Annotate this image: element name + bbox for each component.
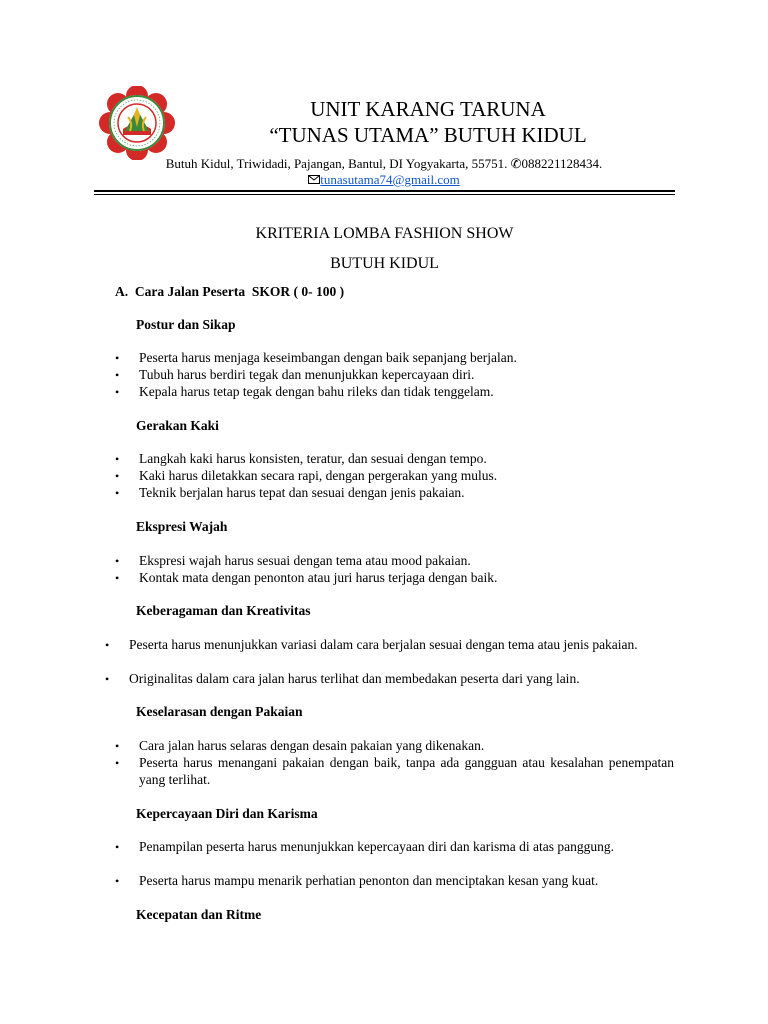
bullet-item: • Kontak mata dengan penonton atau juri harus terjaga dengan baik. xyxy=(115,570,498,585)
criteria-heading: Kecepatan dan Ritme xyxy=(136,907,262,922)
organization-subname: “TUNAS UTAMA” BUTUH KIDUL xyxy=(269,123,587,147)
bullet-item: • Ekspresi wajah harus sesuai dengan tema atau mood pakaian. xyxy=(115,553,471,568)
criteria-heading: Gerakan Kaki xyxy=(136,418,219,433)
bullet-icon: • xyxy=(115,756,120,770)
bullet-item: • Tubuh harus berdiri tegak dan menunjukkan kepercayaan diri. xyxy=(115,367,475,382)
bullet-icon: • xyxy=(115,874,120,888)
bullet-icon: • xyxy=(115,571,120,585)
bullet-icon: • xyxy=(105,638,110,652)
criteria-heading: Keselarasan dengan Pakaian xyxy=(136,704,303,719)
bullet-icon: • xyxy=(115,368,120,382)
bullet-item: • Cara jalan harus selaras dengan desain pakaian yang dikenakan. xyxy=(115,738,485,753)
bullet-icon: • xyxy=(115,486,120,500)
bullet-icon: • xyxy=(115,739,120,753)
bullet-item: • Teknik berjalan harus tepat dan sesuai dengan jenis pakaian. xyxy=(115,485,465,500)
envelope-icon xyxy=(308,175,320,184)
header-divider-thin xyxy=(94,194,675,195)
bullet-icon: • xyxy=(105,672,110,686)
bullet-item: • Peserta harus mampu menarik perhatian penonton dan menciptakan kesan yang kuat. xyxy=(115,873,599,888)
bullet-item: • Kepala harus tetap tegak dengan bahu rileks dan tidak tenggelam. xyxy=(115,384,494,399)
bullet-item: • Langkah kaki harus konsisten, teratur, dan sesuai dengan tempo. xyxy=(115,451,487,466)
organization-address: Butuh Kidul, Triwidadi, Pajangan, Bantul, DI Yogyakarta, 55751. ✆088221128434. xyxy=(165,156,603,171)
bullet-item: • Penampilan peserta harus menunjukkan kepercayaan diri dan karisma di atas panggung. xyxy=(115,839,614,854)
organization-name: UNIT KARANG TARUNA xyxy=(310,97,546,121)
bullet-icon: • xyxy=(115,385,120,399)
document-subtitle: BUTUH KIDUL xyxy=(330,255,439,272)
criteria-heading: Postur dan Sikap xyxy=(136,317,236,332)
email-link[interactable]: tunasutama74@gmail.com xyxy=(320,172,460,187)
header-divider xyxy=(94,190,675,192)
bullet-item: • Originalitas dalam cara jalan harus terlihat dan membedakan peserta dari yang lain. xyxy=(105,671,580,686)
bullet-item: • Peserta harus menunjukkan variasi dalam cara berjalan sesuai dengan tema atau jenis pakaian. xyxy=(105,637,638,652)
bullet-icon: • xyxy=(115,452,120,466)
bullet-icon: • xyxy=(115,554,120,568)
criteria-heading: Kepercayaan Diri dan Karisma xyxy=(136,806,318,821)
section-heading: A. Cara Jalan Peserta SKOR ( 0- 100 ) xyxy=(115,284,345,299)
bullet-item: • Peserta harus menjaga keseimbangan dengan baik sepanjang berjalan. xyxy=(115,350,517,365)
bullet-item: • Peserta harus menangani pakaian dengan baik, tanpa ada gangguan atau kesalahan penempatan yang terlihat. xyxy=(115,755,674,787)
email-line xyxy=(100,172,668,188)
document-title: KRITERIA LOMBA FASHION SHOW xyxy=(255,225,514,242)
organization-logo xyxy=(97,86,177,160)
bullet-icon: • xyxy=(115,351,120,365)
criteria-heading: Keberagaman dan Kreativitas xyxy=(136,603,311,618)
bullet-icon: • xyxy=(115,469,120,483)
bullet-icon: • xyxy=(115,840,120,854)
criteria-heading: Ekspresi Wajah xyxy=(136,519,228,534)
bullet-item: • Kaki harus diletakkan secara rapi, dengan pergerakan yang mulus. xyxy=(115,468,498,483)
